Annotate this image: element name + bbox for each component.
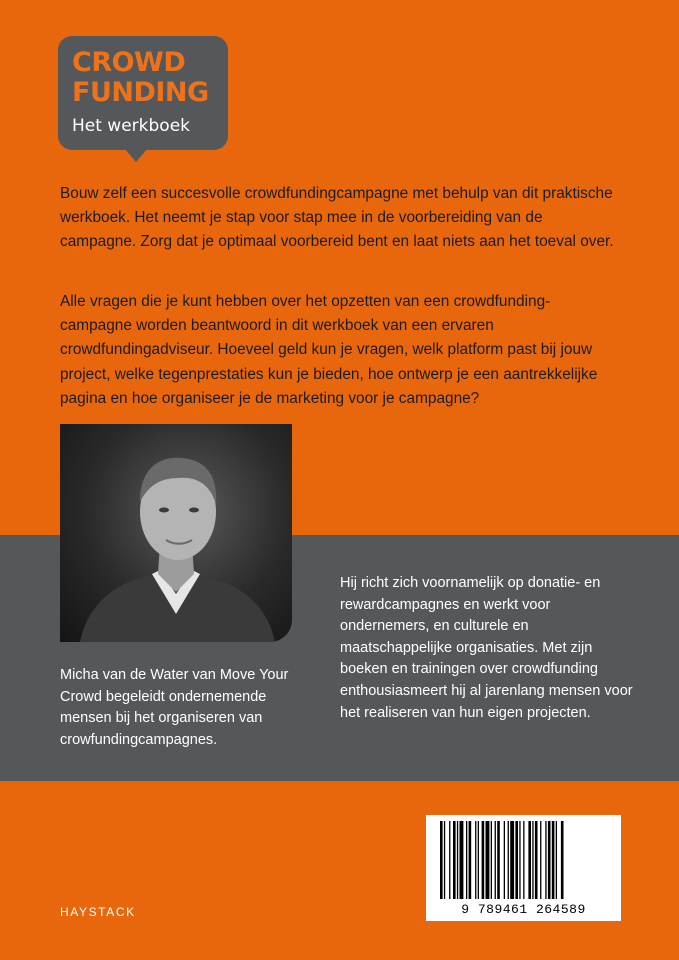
author-bio-right: Hij richt zich voornamelijk op donatie- en rewardcampagnes en werkt voor ondernemers, en culturele en maatschappelijke organisaties. Met zijn boeken en trainingen over crowdfunding enthousiasmeert hij al jarenlang mensen voor het realiseren van hun eigen projecten.: [340, 575, 633, 721]
author-portrait-illustration: [60, 424, 292, 642]
author-photo: [60, 424, 292, 642]
description-paragraph-1: Bouw zelf een succesvolle crowdfundingcampagne met behulp van dit praktische werkboek. Het neemt je stap voor stap mee in de voorbereiding van de campagne. Zorg dat je optimaal voorbereid bent en laat niets aan het toeval over.: [60, 185, 614, 251]
logo-line-2: FUNDING: [72, 77, 209, 108]
speech-bubble-tail: [124, 148, 148, 162]
isbn-number: 9 789461 264589: [461, 902, 586, 917]
description-paragraph-2: Alle vragen die je kunt hebben over het opzetten van een crowdfunding-campagne worden beantwoord in dit werkboek van een ervaren crowdfundingadviseur. Hoeveel geld kun je vragen, welk platform past bij jouw project, welke tegenprestaties kun je bieden, hoe ontwerp je een aantrekkelijke pagina en hoe organiseer je de marketing voor je campagne?: [60, 293, 598, 407]
logo-line-1: CROWD: [72, 47, 186, 78]
barcode: [426, 815, 621, 921]
barcode-bars: [426, 815, 621, 903]
publisher-logo: HAYSTACK: [60, 905, 136, 919]
logo-crowdfunding: [58, 36, 228, 150]
logo-subtitle: Het werkboek: [72, 116, 191, 136]
author-bio-left: Micha van de Water van Move Your Crowd begeleidt ondernemende mensen bij het organiseren van crowfundingcampagnes.: [60, 667, 289, 748]
